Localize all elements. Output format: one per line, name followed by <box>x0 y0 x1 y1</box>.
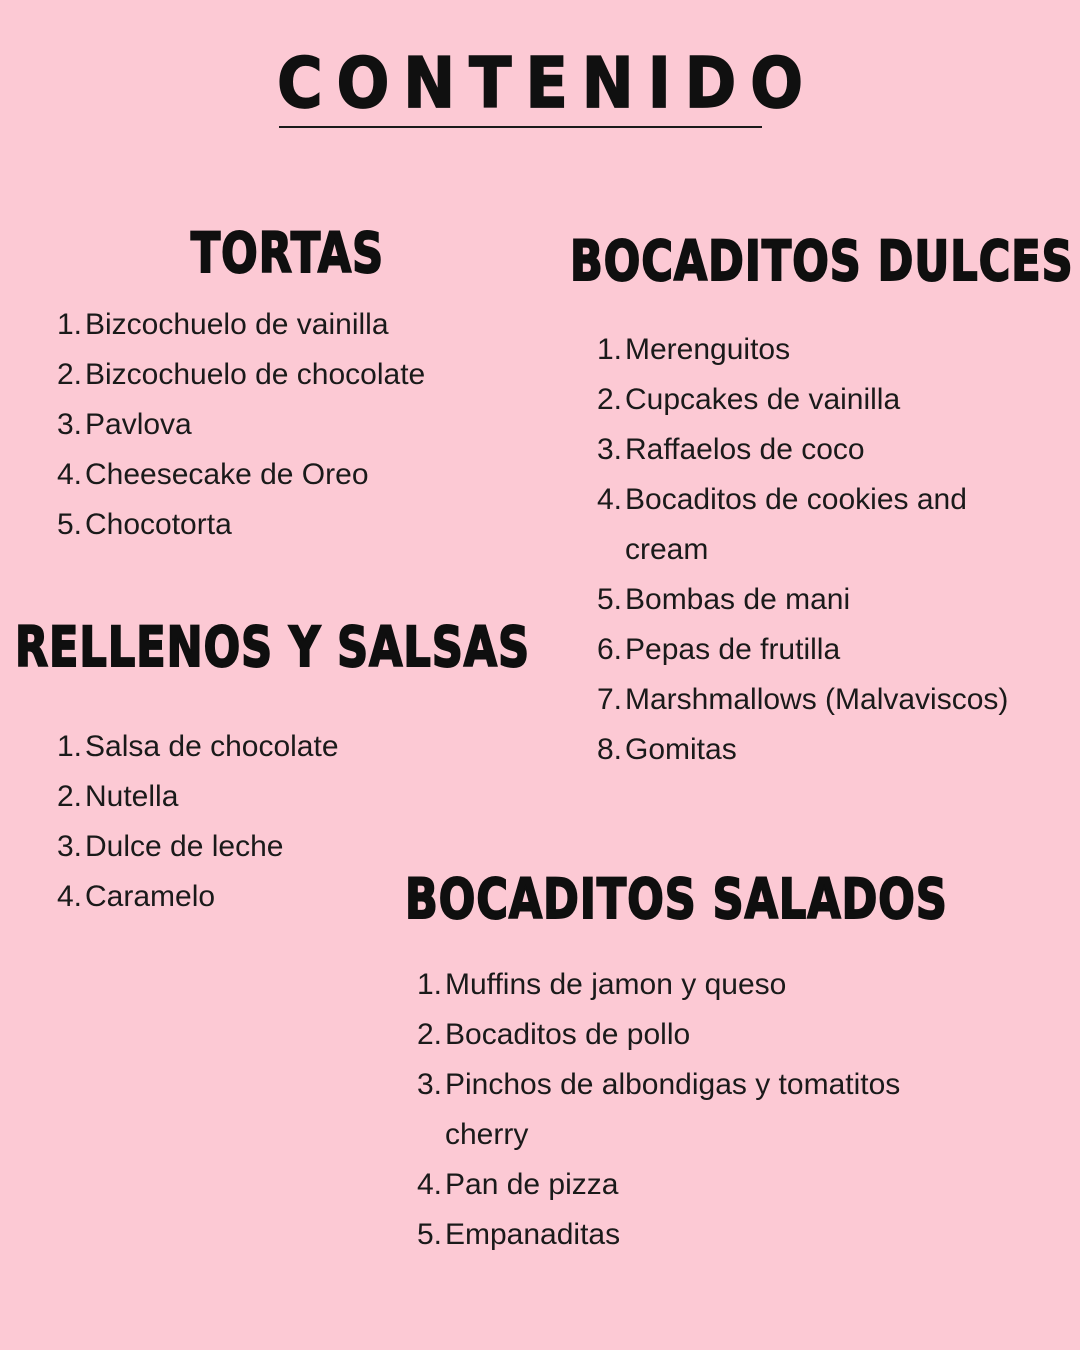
list-item <box>52 772 527 822</box>
section-heading-bocaditos-dulces: BOCADITOS DULCES <box>570 230 1074 294</box>
item-text: Pan de pizza <box>445 1168 619 1201</box>
item-number: 7. <box>596 683 622 716</box>
list-item <box>412 1210 967 1260</box>
item-number: 1. <box>416 968 442 1001</box>
list-item <box>592 375 1057 425</box>
item-number: 5. <box>56 508 82 541</box>
item-number: 3. <box>56 830 82 863</box>
section-list-bocaditos-salados <box>412 960 967 1260</box>
item-text: Pinchos de albondigas y tomatitos cherry <box>445 1068 901 1151</box>
section-heading-rellenos-y-salsas: RELLENOS Y SALSAS <box>14 616 531 680</box>
item-text: Pepas de frutilla <box>625 633 841 666</box>
item-text: Raffaelos de coco <box>625 433 865 466</box>
item-number: 1. <box>56 730 82 763</box>
section-heading-tortas: TORTAS <box>190 222 385 286</box>
item-text: Bocaditos de cookies and cream <box>625 483 967 566</box>
list-item <box>52 450 527 500</box>
section-list-bocaditos-dulces <box>592 325 1057 775</box>
list-item <box>52 500 527 550</box>
list-item <box>412 960 967 1010</box>
page-title: CONTENIDO <box>277 42 817 124</box>
item-text: Salsa de chocolate <box>85 730 339 763</box>
section-heading-bocaditos-salados: BOCADITOS SALADOS <box>405 868 948 932</box>
item-number: 2. <box>416 1018 442 1051</box>
item-number: 4. <box>56 458 82 491</box>
list-item <box>52 400 527 450</box>
list-item <box>592 575 1057 625</box>
item-number: 1. <box>56 308 82 341</box>
item-text: Marshmallows (Malvaviscos) <box>625 683 1009 716</box>
item-number: 5. <box>596 583 622 616</box>
item-text: Caramelo <box>85 880 216 913</box>
item-text: Chocotorta <box>85 508 232 541</box>
item-text: Dulce de leche <box>85 830 284 863</box>
list-item <box>412 1010 967 1060</box>
list-item <box>592 725 1057 775</box>
item-number: 5. <box>416 1218 442 1251</box>
list-item <box>412 1160 967 1210</box>
item-number: 4. <box>56 880 82 913</box>
section-list-tortas <box>52 300 527 550</box>
item-text: Cheesecake de Oreo <box>85 458 369 491</box>
item-text: Gomitas <box>625 733 737 766</box>
list-item <box>52 350 527 400</box>
list-item <box>52 822 527 872</box>
item-number: 4. <box>416 1168 442 1201</box>
list-item <box>592 475 1057 575</box>
list-item <box>592 675 1057 725</box>
list-item <box>52 722 527 772</box>
item-number: 2. <box>56 780 82 813</box>
title-underline <box>279 126 762 128</box>
list-item <box>592 425 1057 475</box>
item-number: 2. <box>56 358 82 391</box>
list-item <box>52 300 527 350</box>
item-number: 2. <box>596 383 622 416</box>
item-text: Bizcochuelo de vainilla <box>85 308 389 341</box>
item-number: 3. <box>596 433 622 466</box>
list-item <box>412 1060 967 1160</box>
item-text: Bocaditos de pollo <box>445 1018 691 1051</box>
item-text: Muffins de jamon y queso <box>445 968 787 1001</box>
item-number: 8. <box>596 733 622 766</box>
item-text: Empanaditas <box>445 1218 621 1251</box>
item-text: Bombas de mani <box>625 583 851 616</box>
item-text: Bizcochuelo de chocolate <box>85 358 426 391</box>
item-number: 6. <box>596 633 622 666</box>
item-number: 3. <box>56 408 82 441</box>
item-text: Cupcakes de vainilla <box>625 383 901 416</box>
item-text: Nutella <box>85 780 179 813</box>
item-number: 3. <box>416 1068 442 1101</box>
list-item <box>592 625 1057 675</box>
list-item <box>592 325 1057 375</box>
item-number: 1. <box>596 333 622 366</box>
item-number: 4. <box>596 483 622 516</box>
item-text: Merenguitos <box>625 333 791 366</box>
item-text: Pavlova <box>85 408 192 441</box>
